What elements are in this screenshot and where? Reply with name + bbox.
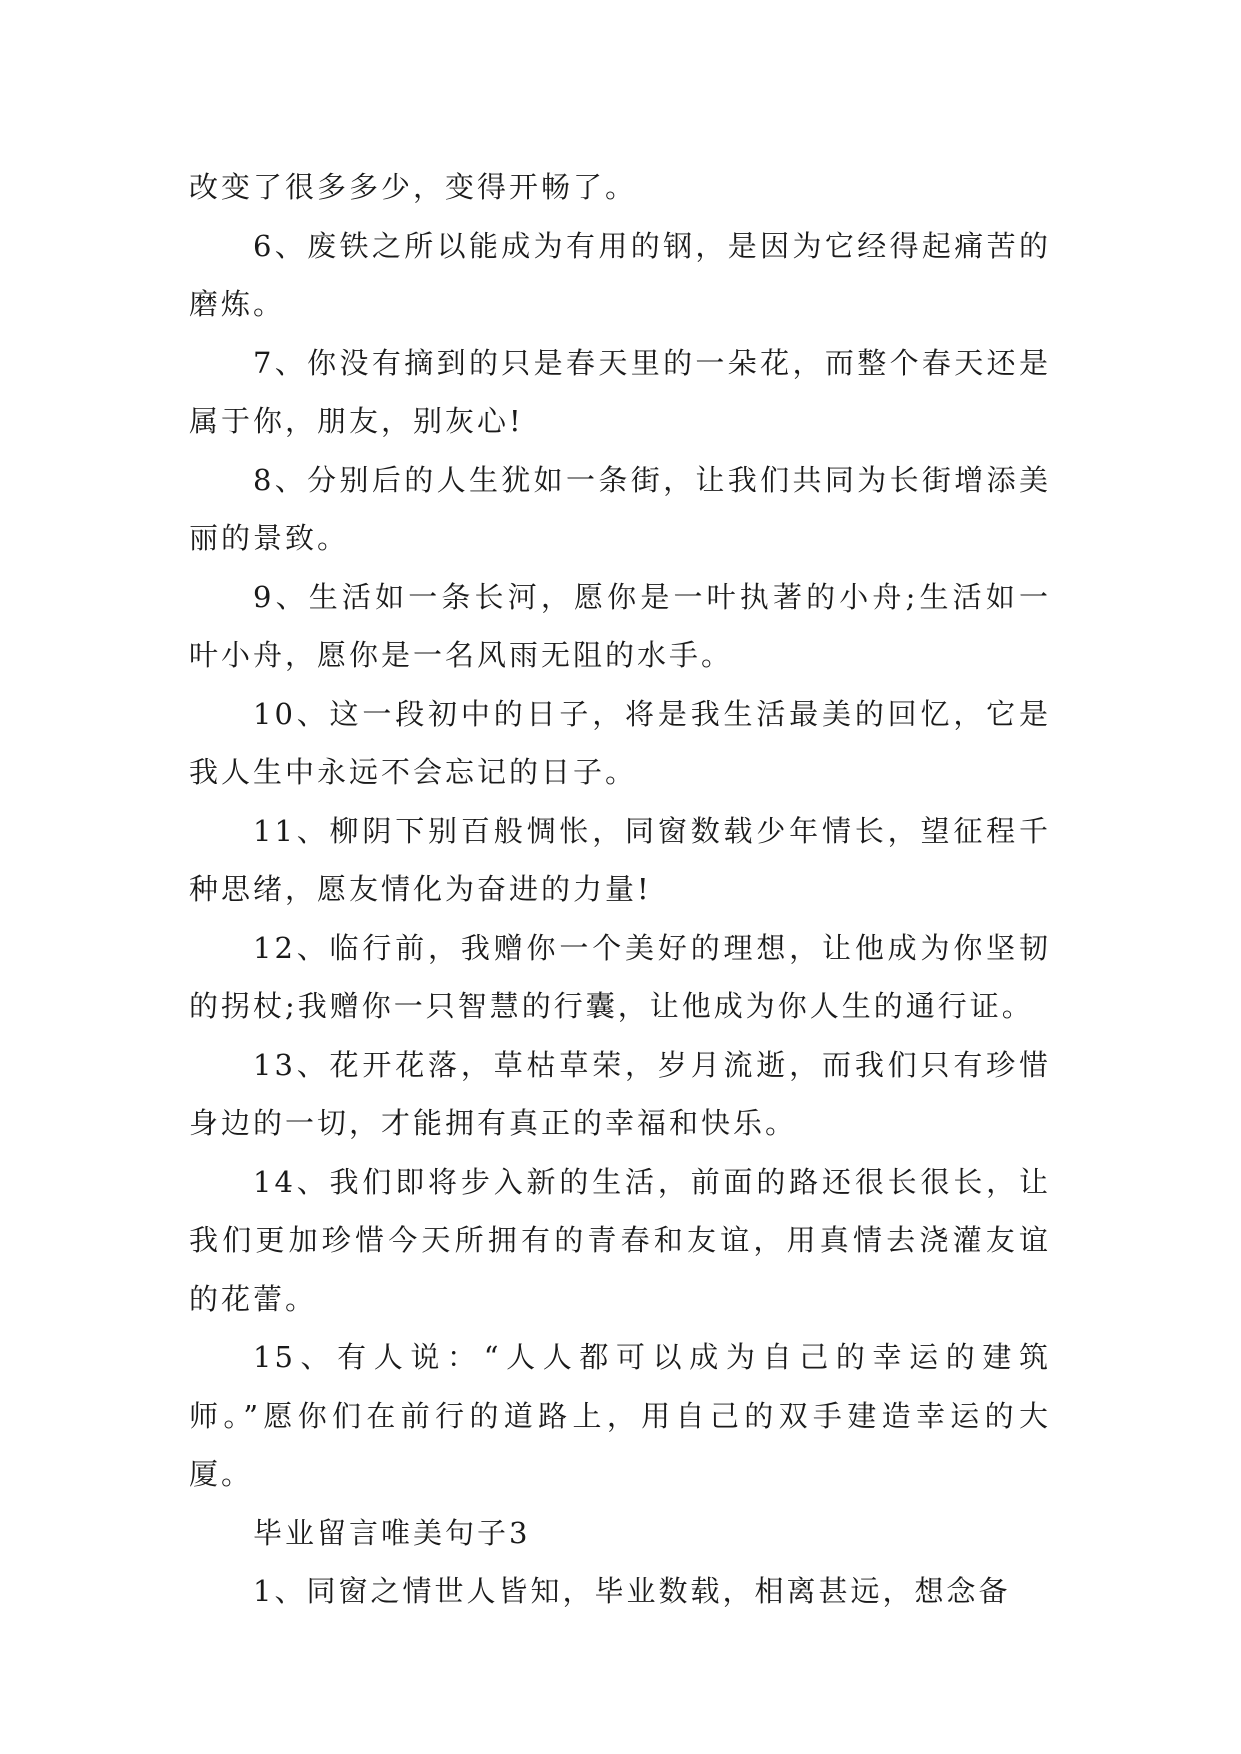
document-body xyxy=(189,158,1051,1621)
quote-item-7: 7、你没有摘到的只是春天里的一朵花，而整个春天还是属于你，朋友，别灰心! xyxy=(189,345,1051,438)
quote-item-12: 12、临行前，我赠你一个美好的理想，让他成为你坚韧的拐杖;我赠你一只智慧的行囊，让他成为你人生的通行证。 xyxy=(189,930,1051,1023)
paragraph-continuation: 改变了很多多少，变得开畅了。 xyxy=(189,170,638,204)
quote-item-8: 8、分别后的人生犹如一条街，让我们共同为长街增添美丽的景致。 xyxy=(189,462,1051,555)
quote-item-10: 10、这一段初中的日子，将是我生活最美的回忆，它是我人生中永远不会忘记的日子。 xyxy=(189,696,1051,789)
quote-item-6: 6、废铁之所以能成为有用的钢，是因为它经得起痛苦的磨炼。 xyxy=(189,228,1051,321)
quote-item-14: 14、我们即将步入新的生活，前面的路还很长很长，让我们更加珍惜今天所拥有的青春和友谊，用真情去浇灌友谊的花蕾。 xyxy=(189,1164,1051,1316)
quote-item-13: 13、花开花落，草枯草荣，岁月流逝，而我们只有珍惜身边的一切，才能拥有真正的幸福和快乐。 xyxy=(189,1047,1051,1140)
quote-item-11: 11、柳阴下别百般惆怅，同窗数载少年情长，望征程千种思绪，愿友情化为奋进的力量! xyxy=(189,813,1051,906)
quote-item-1: 1、同窗之情世人皆知，毕业数载，相离甚远，想念备 xyxy=(253,1574,1011,1608)
quote-item-15: 15、有人说：“人人都可以成为自己的幸运的建筑师。”愿你们在前行的道路上，用自己的双手建造幸运的大厦。 xyxy=(189,1340,1051,1491)
section-heading: 毕业留言唯美句子3 xyxy=(253,1515,531,1550)
quote-item-9: 9、生活如一条长河，愿你是一叶执著的小舟;生活如一叶小舟，愿你是一名风雨无阻的水手。 xyxy=(189,579,1051,672)
